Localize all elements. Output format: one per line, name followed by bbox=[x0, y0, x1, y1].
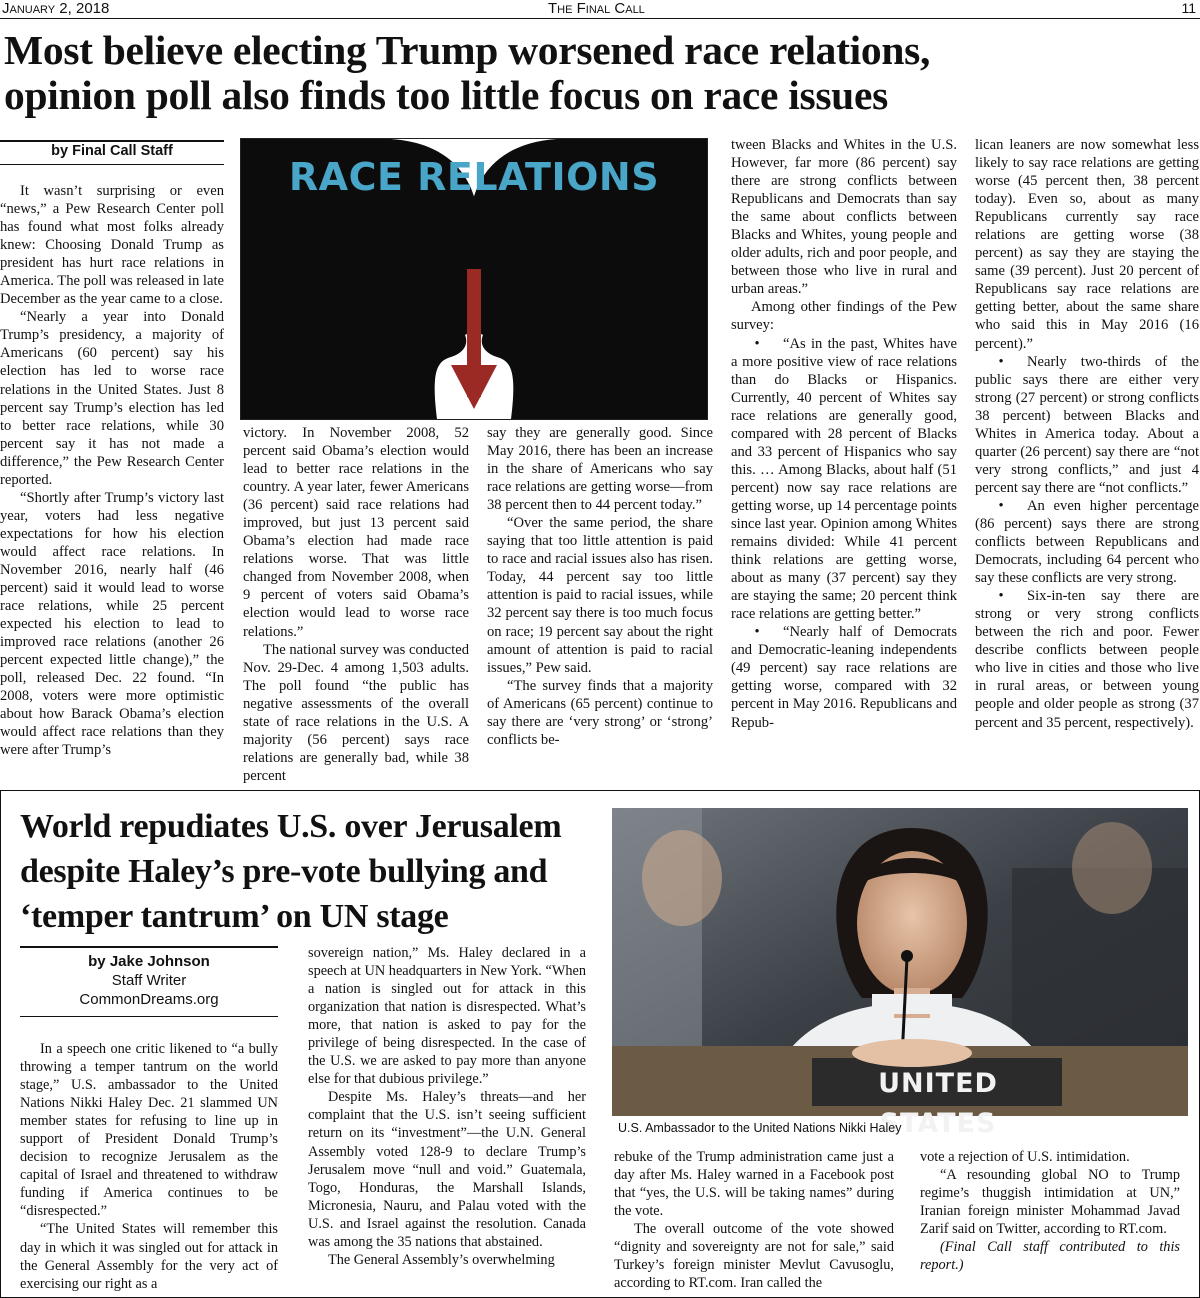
issue-date: January 2, 2018 bbox=[2, 0, 110, 17]
story2-byline-rule-bottom bbox=[20, 1016, 278, 1017]
story1-col3-p1: say they are generally good. Since May 2016, there has been an increase in the share of Americans who say race relations are getting worse—from 38 percent then to 44 percent today.” bbox=[487, 425, 713, 514]
story2-col2-p2: Despite Ms. Haley’s threats—and her complaint that the U.S. isn’t seeing sufficient return on its “investment”—the U.N. General Assembly voted 128-9 to declare Trump’s Jerusalem move “null and void.” Guatemala, Togo, Honduras, the Marshall Islands, Micronesia, Nauru, and Palau voted with the U.S. and Israel against the resolution. Canada was among the 35 nations that abstained. bbox=[308, 1089, 586, 1250]
story1-col1-p2: “Nearly a year into Donald Trump’s presidency, a majority of Americans (60 percent) say his election has led to worse race relations in the United States. Just 8 percent say Trump’s election has led to better race relations, while 30 percent say it has not made a difference,” the Pew Research Center reported. bbox=[0, 309, 224, 488]
story1-column-4 bbox=[731, 136, 957, 732]
story2-headline-line3: ‘temper tantrum’ on UN stage bbox=[20, 898, 449, 935]
story2-byline bbox=[20, 952, 278, 1009]
story2-byline-name: by Jake Johnson bbox=[88, 953, 210, 970]
photo-caption: U.S. Ambassador to the United Nations Nikki Haley bbox=[618, 1121, 902, 1135]
story2-headline-line2: despite Haley’s pre-vote bullying and bbox=[20, 853, 548, 890]
story1-col5-p1: lican leaners are now somewhat less likely to say race relations are getting worse (45 percent then, 38 percent today). Even so, about as many Republicans currently say race relations are getting worse (38 percent) as say they are staying the same (39 percent). Just 20 percent of Republicans say race relations are getting better, about the same share who said this in May 2016 (16 percent).” bbox=[975, 137, 1199, 352]
story1-col5-bullet3: • Six-in-ten say there are strong or very strong conflicts between the rich and poor. Fewer describe conflicts between people who live in cities and those who live in rural areas, or between young people and older people as strong (37 percent and 35 percent, respectively). bbox=[975, 587, 1199, 731]
story1-col3-p2: “Over the same period, the share saying that too little attention is paid to race and racial issues also has risen. Today, 44 percent say too little attention is paid to racial issues, while 32 percent say there is too much focus on race; 19 percent say about the right amount of attention is paid to racial issues,” Pew said. bbox=[487, 515, 713, 676]
story2-col1-p1: In a speech one critic likened to “a bully throwing a temper tantrum on the world stage,” U.S. ambassador to the United Nations Nikki Haley Dec. 21 slammed UN member states for refusing to line up in support of President Donald Trump’s decision to recognize Jerusalem as the capital of Israel and threatened to withdraw funding if America continues to be “disrespected.” bbox=[20, 1041, 278, 1220]
race-relations-title: RACE RELATIONS bbox=[288, 155, 660, 199]
story1-column-5 bbox=[975, 136, 1199, 732]
story2-byline-org: CommonDreams.org bbox=[79, 991, 219, 1008]
story1-col4-bullet1: • “As in the past, Whites have a more positive view of race relations than do Blacks or Hispanics. Currently, 40 percent of Whites say race relations are generally good, compared with 28 percent of Blacks and 33 percent of Hispanics who say this. … Among Blacks, about half (51 percent) now say race relations are getting worse, up 14 percentage points since last year. Opinion among Whites remains divided: While 41 percent think relations are getting worse, about as many (37 percent) say they are staying the same; 20 percent think race relations are getting better.” bbox=[731, 335, 957, 624]
story1-headline bbox=[4, 28, 1200, 118]
story2-column-2 bbox=[308, 944, 586, 1269]
story1-byline: by Final Call Staff bbox=[51, 143, 173, 159]
story1-col2-p1: victory. In November 2008, 52 percent said Obama’s election would lead to better race relations in the country. A year later, fewer Americans (36 percent) said race relations had improved, but just 13 percent said Obama’s election had made race relations worse. That was little changed from November 2008, when 9 percent of voters said Obama’s election would lead to worse race relations.” bbox=[243, 425, 469, 640]
story2-col2-p1: sovereign nation,” Ms. Haley declared in a speech at UN headquarters in New York. “When a nation is singled out for attack in this organization that nation is disrespected. What’s more, that nation is asked to pay for the privilege of being disrespected. In the case of the U.S. we are asked to pay more than anyone else for that dubious privilege.” bbox=[308, 945, 586, 1088]
story2-column-1 bbox=[20, 1040, 278, 1293]
story1-headline-line2: opinion poll also finds too little focus on race issues bbox=[4, 72, 888, 118]
story1-col1-p1: It wasn’t surprising or even “news,” a Pew Research Center poll has found what most folks already knew: Choosing Donald Trump as president has hurt race relations in America. The poll was released in late December as the year came to a close. bbox=[0, 183, 224, 308]
story1-col2-p2: The national survey was conducted Nov. 29-Dec. 4 among 1,503 adults. The poll found “the public has negative assessments of the overall state of race relations in the U.S. A majority (56 percent) says race relations are generally bad, while 38 percent bbox=[243, 641, 469, 784]
story2-col4-p1: vote a rejection of U.S. intimidation. bbox=[920, 1149, 1130, 1165]
united-states-nameplate: UNITED STATES bbox=[878, 1068, 998, 1139]
story2-col3-p2: The overall outcome of the vote showed “dignity and sovereignty are not for sale,” said Turkey’s foreign minister Mevlut Cavusoglu, according to RT.com. Iran called the bbox=[614, 1221, 894, 1292]
story1-col3-p3: “The survey finds that a majority of Americans (65 percent) continue to say there are ‘very strong’ or ‘strong’ conflicts be- bbox=[487, 677, 713, 748]
story1-column-3 bbox=[487, 424, 713, 749]
story2-byline-rule-top bbox=[20, 946, 278, 948]
publication-name: The Final Call bbox=[548, 0, 645, 17]
byline-rule-bottom bbox=[0, 164, 224, 165]
story1-column-2 bbox=[243, 424, 469, 785]
running-header bbox=[0, 0, 1200, 19]
story2-headline bbox=[20, 804, 600, 939]
story2-col2-p3: The General Assembly’s overwhelming bbox=[328, 1251, 555, 1268]
story2-contributor-note: (Final Call staff contributed to this report.) bbox=[920, 1239, 1180, 1274]
story2-column-4 bbox=[920, 1148, 1180, 1274]
story2-byline-title: Staff Writer bbox=[111, 972, 187, 989]
story2-col4-p2: “A resounding global NO to Trump regime’s thuggish intimidation at UN,” Iranian foreign minister Mohammad Javad Zarif said on Twitter, according to RT.com. bbox=[920, 1167, 1180, 1238]
story2-column-3 bbox=[614, 1148, 894, 1292]
story1-col4-p1: tween Blacks and Whites in the U.S. However, far more (86 percent) say there are strong conflicts between Republicans and Democrats than say the same about conflicts between Blacks and Whites, young people and older adults, rich and poor people, and between those who live in rural and urban areas.” bbox=[731, 137, 957, 298]
story1-col4-bullet2: • “Nearly half of Democrats and Democratic-leaning independents (49 percent) say race relations are getting worse, compared with 32 percent in May 2016. Republicans and Repub- bbox=[731, 623, 957, 731]
story2-col3-p1: rebuke of the Trump administration came just a day after Ms. Haley warned in a Facebook post that “yes, the U.S. will be taking names” during the vote. bbox=[614, 1149, 894, 1220]
story1-col5-bullet1: • Nearly two-thirds of the public says there are either very strong (27 percent) or strong conflicts 38 percent) between Blacks and Whites in America today. About a quarter (26 percent) say there are “not very strong conflicts,” and just 4 percent say there are “not conflicts.” bbox=[975, 353, 1199, 497]
story1-col5-bullet2: • An even higher percentage (86 percent) says there are strong conflicts between Republicans and Democrats, including 64 percent who say these conflicts are very strong. bbox=[975, 497, 1199, 587]
race-relations-illustration bbox=[240, 138, 708, 420]
story1-column-1 bbox=[0, 182, 224, 760]
story1-headline-line1: Most believe electing Trump worsened race relations, bbox=[4, 27, 931, 73]
story2-headline-line1: World repudiates U.S. over Jerusalem bbox=[20, 808, 562, 845]
page-number: 11 bbox=[1181, 0, 1196, 16]
story1-col1-p3: “Shortly after Trump’s victory last year, voters had less negative expectations for how his election would affect race relations. In November 2016, nearly half (46 percent) said it would lead to worse race relations, while 25 percent expected his election to lead to improved race relations (another 26 percent expected little change),” the poll, released Dec. 22 found. “In 2008, voters were more optimistic about how Barack Obama’s election would affect race relations than they were after Trump’s bbox=[0, 489, 224, 759]
story2-col1-p2: “The United States will remember this day in which it was singled out for attack in the General Assembly for the very act of exercising our right as a bbox=[20, 1221, 278, 1292]
story1-col4-p2: Among other findings of the Pew survey: bbox=[731, 299, 957, 334]
